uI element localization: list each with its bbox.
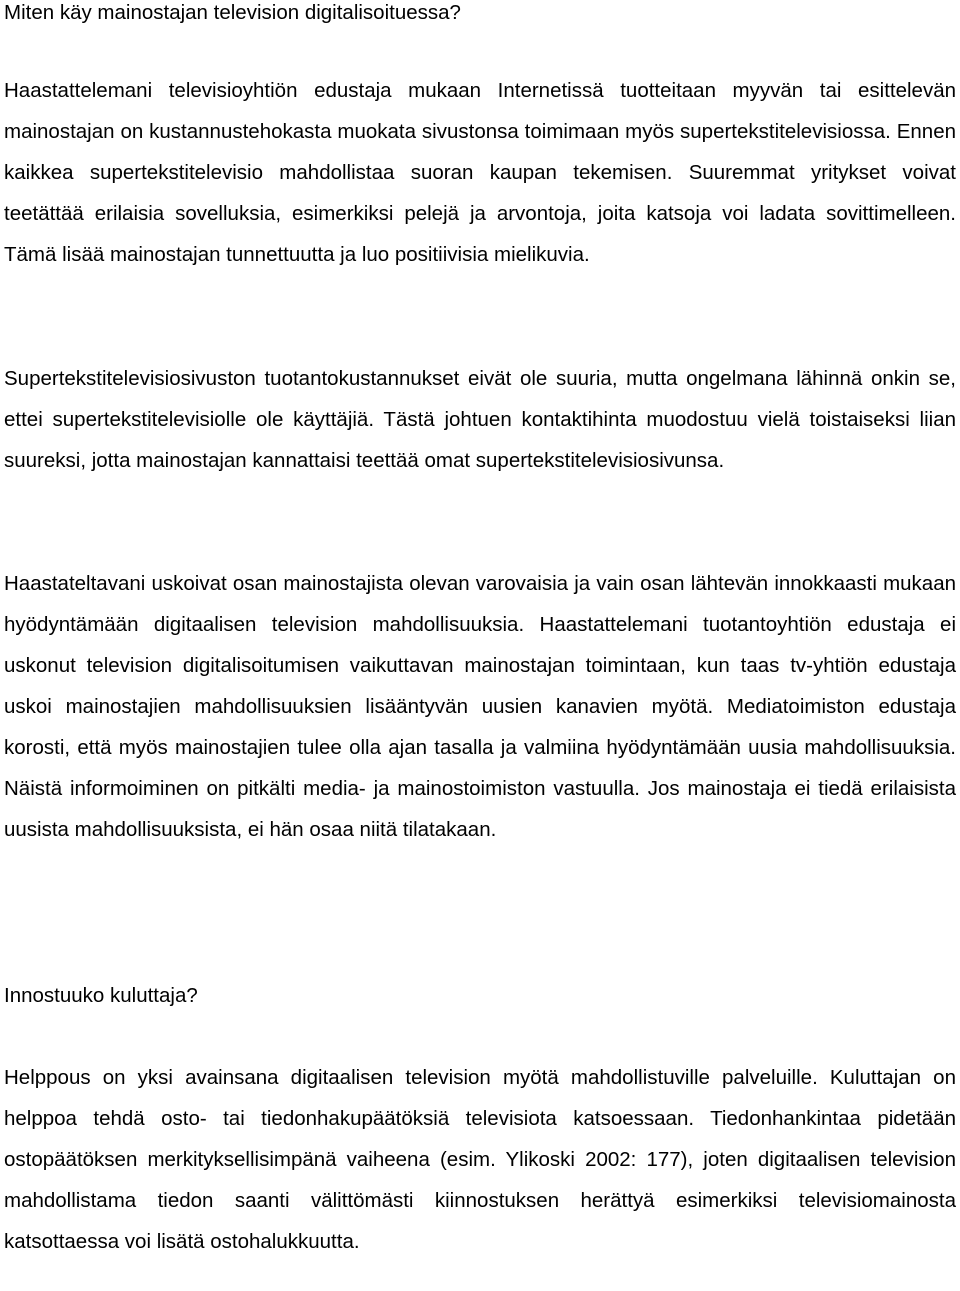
section-heading-digitalization: Miten käy mainostajan television digitalisoituessa? [4,1,461,24]
paragraph-supertext-tv: Haastattelemani televisioyhtiön edustaja mukaan Internetissä tuotteitaan myyvän tai esittelevän mainostajan on kustannustehokasta muokata sivustonsa toimimaan myös supertekstitelevisiossa. Ennen kaikkea supertekstitelevisio mahdollistaa suoran kaupan tekemisen. Suuremmat yritykset voivat teetättää erilaisia sovelluksia, esimerkiksi pelejä ja arvontoja, joita katsoja voi ladata sovittimelleen. Tämä lisää mainostajan tunnettuutta ja luo positiivisia mielikuvia. [4,79,956,266]
paragraph-ease-of-use: Helppous on yksi avainsana digitaalisen television myötä mahdollistuville palveluille. Kuluttajan on helppoa tehdä osto- tai tiedonhakupäätöksiä televisiota katsoessaan. Tiedonhankintaa pidetään ostopäätöksen merkityksellisimpänä vaiheena (esim. Ylikoski 2002: 177), joten digitaalisen television mahdollistama tiedon saanti välittömästi kiinnostuksen herättyä esimerkiksi televisiomainosta katsottaessa voi lisätä ostohalukkuutta. [4,1066,956,1253]
paragraph-advertiser-attitudes: Haastateltavani uskoivat osan mainostajista olevan varovaisia ja vain osan lähtevän innokkaasti mukaan hyödyntämään digitaalisen television mahdollisuuksia. Haastattelemani tuotantoyhtiön edustaja ei uskonut television digitalisoitumisen vaikuttavan mainostajan toimintaan, kun taas tv-yhtiön edustaja uskoi mainostajien mahdollisuuksien lisääntyvän uusien kanavien myötä. Mediatoimiston edustaja korosti, että myös mainostajien tulee olla ajan tasalla ja valmiina hyödyntämään uusia mahdollisuuksia. Näistä informoiminen on pitkälti media- ja mainostoimiston vastuulla. Jos mainostaja ei tiedä erilaisista uusista mahdollisuuksista, ei hän osaa niitä tilatakaan. [4,572,956,841]
section-heading-consumer: Innostuuko kuluttaja? [4,984,198,1007]
paragraph-production-costs: Supertekstitelevisiosivuston tuotantokustannukset eivät ole suuria, mutta ongelmana lähinnä onkin se, ettei supertekstitelevisiolle ole käyttäjiä. Tästä johtuen kontaktihinta muodostuu vielä toistaiseksi liian suureksi, jotta mainostajan kannattaisi teettää omat supertekstitelevisiosivunsa. [4,367,956,472]
